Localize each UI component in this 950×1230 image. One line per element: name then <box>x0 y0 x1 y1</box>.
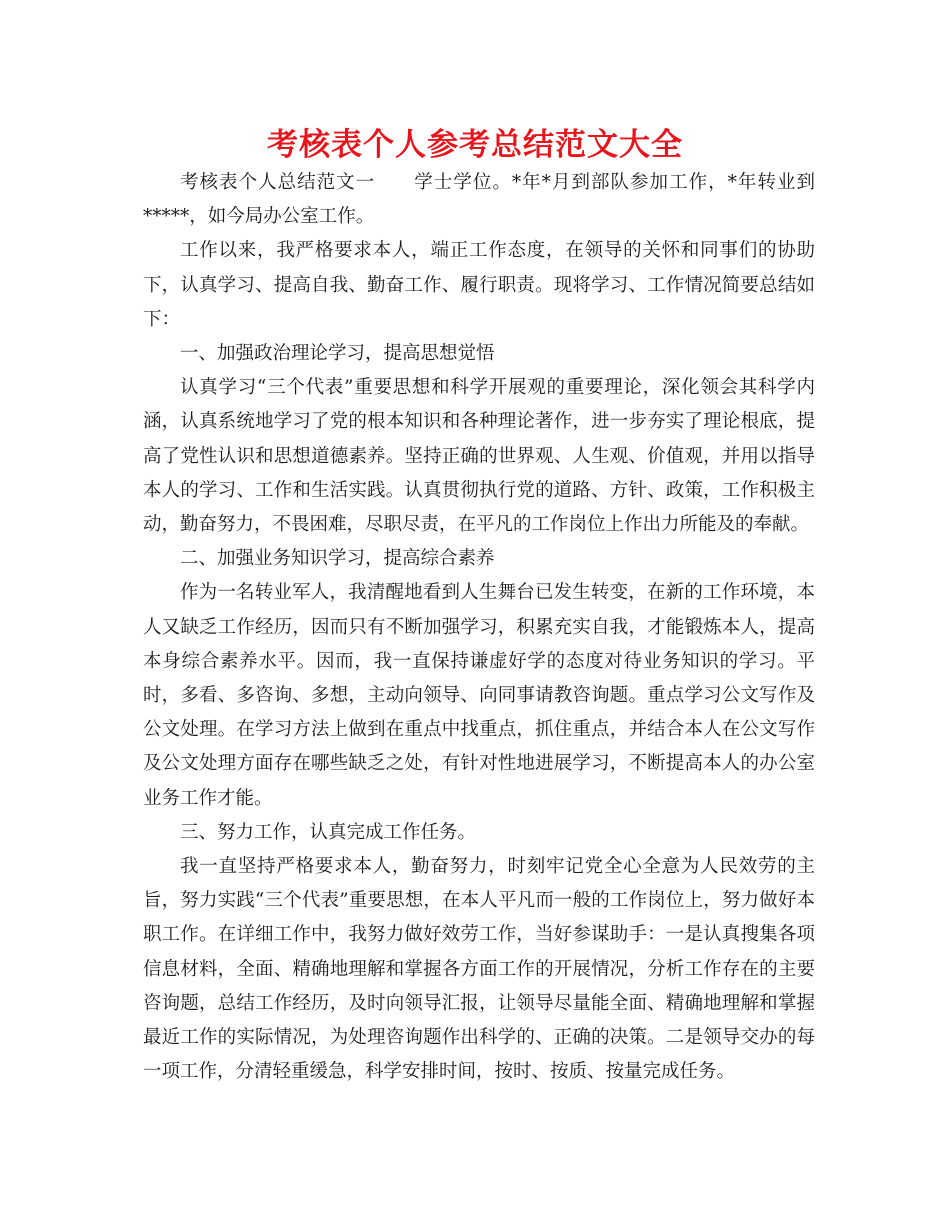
section-heading-2: 二、加强业务知识学习，提高综合素养 <box>180 548 495 570</box>
document-body <box>143 166 815 1089</box>
section-heading-1: 一、加强政治理论学习，提高思想觉悟 <box>180 343 495 365</box>
paragraph-section-2: 作为一名转业军人，我清醒地看到人生舞台已发生转变，在新的工作环境，本人又缺乏工作经历，因而只有不断加强学习，积累充实自我，才能锻炼本人，提高本身综合素养水平。因而，我一直保持谦虚好学的态度对待业务知识的学习。平时，多看、多咨询、多想，主动向领导、向同事请教咨询题。重点学习公文写作及公文处理。在学习方法上做到在重点中找重点，抓住重点，并结合本人在公文写作及公文处理方面存在哪些缺乏之处，有针对性地进展学习，不断提高本人的办公室业务工作才能。 <box>143 582 815 809</box>
paragraph-overview: 工作以来，我严格要求本人，端正工作态度，在领导的关怀和同事们的协助下，认真学习、提高自我、勤奋工作、履行职责。现将学习、工作情况简要总结如下： <box>143 240 815 330</box>
document-title: 考核表个人参考总结范文大全 <box>267 127 683 163</box>
paragraph-intro: 考核表个人总结范文一 学士学位。*年*月到部队参加工作，*年转业到*****，如今局办公室工作。 <box>143 172 815 228</box>
paragraph-section-3: 我一直坚持严格要求本人，勤奋努力，时刻牢记党全心全意为人民效劳的主旨，努力实践“三个代表”重要思想，在本人平凡而一般的工作岗位上，努力做好本职工作。在详细工作中，我努力做好效劳工作，当好参谋助手：一是认真搜集各项信息材料，全面、精确地理解和掌握各方面工作的开展情况，分析工作存在的主要咨询题，总结工作经历，及时向领导汇报，让领导尽量能全面、精确地理解和掌握最近工作的实际情况，为处理咨询题作出科学的、正确的决策。二是领导交办的每一项工作，分清轻重缓急，科学安排时间，按时、按质、按量完成任务。 <box>143 856 815 1083</box>
section-heading-3: 三、努力工作，认真完成工作任务。 <box>180 821 477 843</box>
paragraph-section-1: 认真学习“三个代表”重要思想和科学开展观的重要理论，深化领会其科学内涵，认真系统地学习了党的根本知识和各种理论著作，进一步夯实了理论根底，提高了党性认识和思想道德素养。坚持正确的世界观、人生观、价值观，并用以指导本人的学习、工作和生活实践。认真贯彻执行党的道路、方针、政策，工作积极主动，勤奋努力，不畏困难，尽职尽责，在平凡的工作岗位上作出力所能及的奉献。 <box>143 377 815 536</box>
